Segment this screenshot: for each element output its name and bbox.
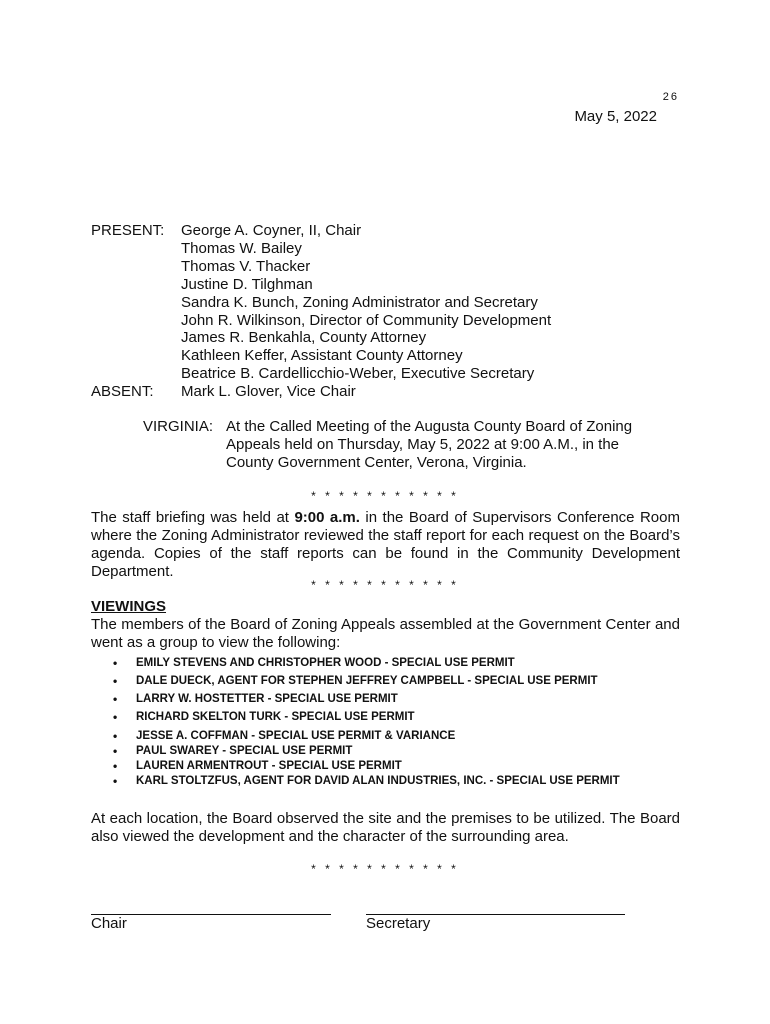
bullet-icon: • (113, 758, 118, 773)
attendance-block (91, 222, 551, 401)
bullet-icon: • (113, 674, 118, 688)
virginia-text: At the Called Meeting of the Augusta County Board of Zoning Appeals held on Thursday, May 5, 2022 at 9:00 A.M., in the County Government Center, Verona, Virginia. (226, 418, 633, 471)
bullet-icon: • (113, 710, 118, 724)
bullet-icon: • (113, 692, 118, 706)
present-label: PRESENT: (91, 222, 165, 239)
viewings-list (113, 654, 620, 788)
present-member: Justine D. Tilghman (181, 275, 313, 293)
viewings-intro: The members of the Board of Zoning Appeals assembled at the Government Center and went as a group to view the following: (91, 616, 680, 651)
virginia-statement (143, 418, 646, 472)
list-item: • DALE DUECK, AGENT FOR STEPHEN JEFFREY CAMPBELL - SPECIAL USE PERMIT (113, 674, 598, 688)
viewings-closing: At each location, the Board observed the site and the premises to be utilized. The Board also viewed the development and the character of the surrounding area. (91, 810, 680, 845)
secretary-signature-line (366, 904, 625, 915)
page-number: 26 (662, 91, 679, 103)
present-member: James R. Benkahla, County Attorney (181, 329, 427, 347)
present-member: George A. Coyner, II, Chair (181, 222, 362, 239)
viewings-heading: VIEWINGS (91, 598, 167, 615)
list-item: • JESSE A. COFFMAN - SPECIAL USE PERMIT & VARIANCE (113, 728, 456, 743)
absent-member: Mark L. Glover, Vice Chair (181, 383, 356, 401)
separator-stars: * * * * * * * * * * * (311, 862, 459, 876)
present-member: Kathleen Keffer, Assistant County Attorney (181, 347, 463, 365)
present-member: Thomas W. Bailey (181, 239, 302, 257)
chair-signature-line (91, 904, 331, 915)
present-row-1 (91, 222, 551, 240)
bullet-icon: • (113, 743, 118, 758)
separator-stars: * * * * * * * * * * * (311, 578, 459, 592)
list-item: • EMILY STEVENS AND CHRISTOPHER WOOD - SPECIAL USE PERMIT (113, 656, 515, 670)
separator-stars: * * * * * * * * * * * (311, 489, 459, 503)
staff-briefing-paragraph: The staff briefing was held at 9:00 a.m. in the Board of Supervisors Conference Room where the Zoning Administrator reviewed the staff report for each request on the Board’s agenda. Copies of the staff reports can be found in the Community Development Department. (91, 509, 680, 580)
list-item: • RICHARD SKELTON TURK - SPECIAL USE PERMIT (113, 710, 415, 724)
list-item: • LARRY W. HOSTETTER - SPECIAL USE PERMIT (113, 692, 398, 706)
list-item: • PAUL SWAREY - SPECIAL USE PERMIT (113, 743, 353, 758)
list-item: • LAUREN ARMENTROUT - SPECIAL USE PERMIT (113, 758, 402, 773)
present-member: Thomas V. Thacker (181, 257, 311, 275)
present-member: Beatrice B. Cardellicchio-Weber, Executive Secretary (181, 365, 535, 383)
absent-label: ABSENT: (91, 383, 154, 401)
bullet-icon: • (113, 728, 118, 743)
virginia-label: VIRGINIA: (143, 418, 214, 435)
present-member: John R. Wilkinson, Director of Community Development (181, 311, 552, 329)
present-member: Sandra K. Bunch, Zoning Administrator and Secretary (181, 293, 538, 311)
document-date: May 5, 2022 (574, 108, 657, 125)
chair-label: Chair (91, 915, 127, 932)
absent-row (91, 383, 551, 401)
briefing-time: 9:00 a.m. (294, 509, 360, 526)
list-item: • KARL STOLTZFUS, AGENT FOR DAVID ALAN INDUSTRIES, INC. - SPECIAL USE PERMIT (113, 773, 620, 788)
bullet-icon: • (113, 773, 118, 788)
secretary-label: Secretary (366, 915, 431, 932)
bullet-icon: • (113, 656, 118, 670)
